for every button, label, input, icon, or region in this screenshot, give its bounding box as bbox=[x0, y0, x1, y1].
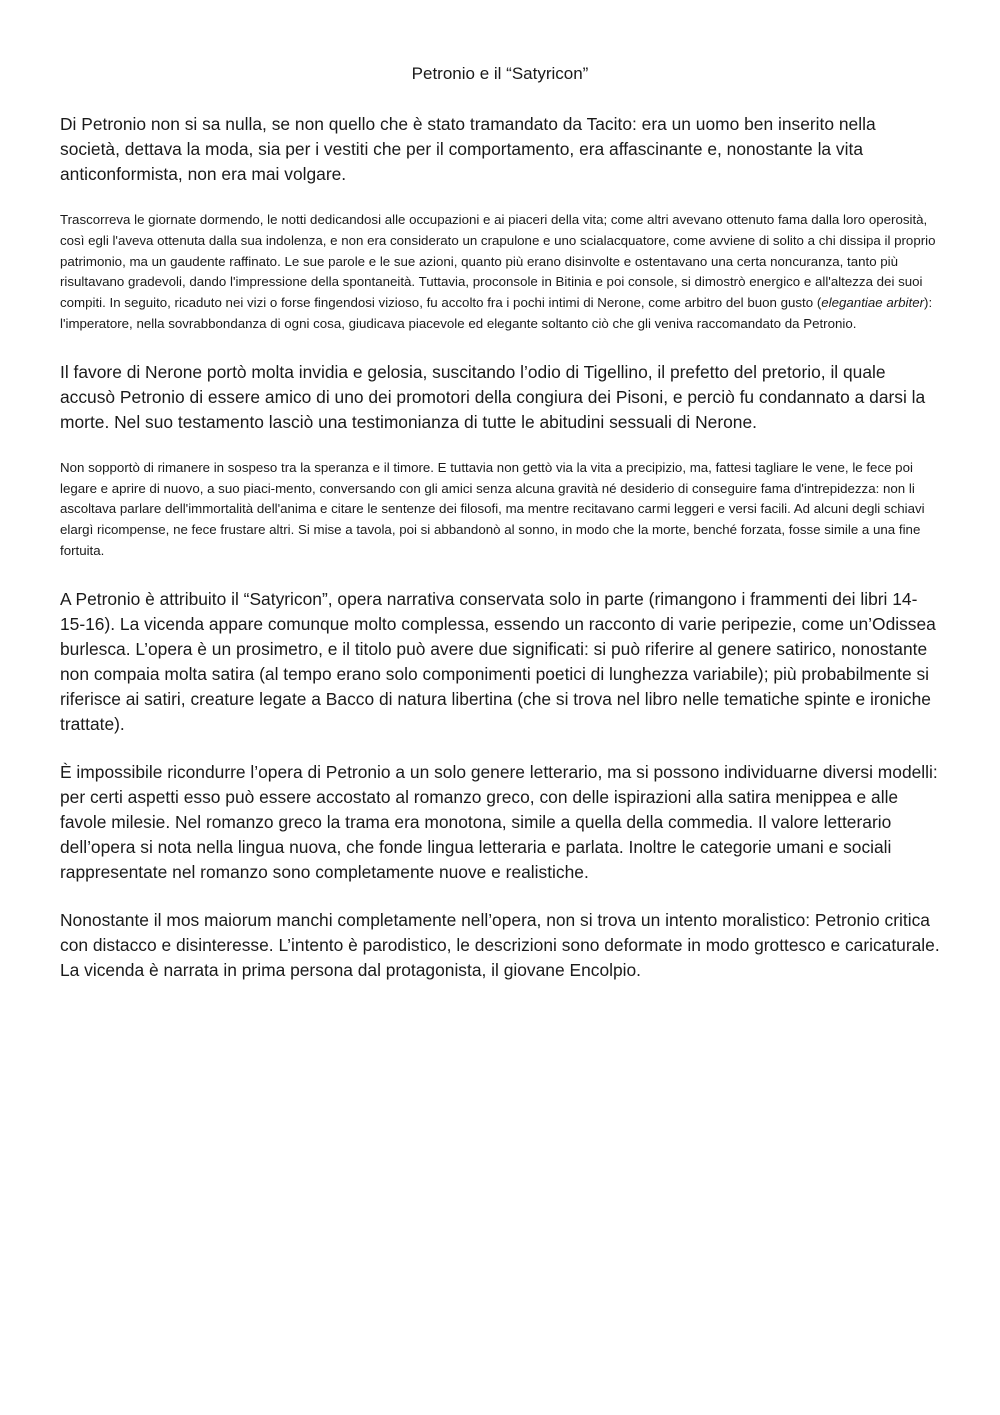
quote-text-before: Trascorreva le giornate dormendo, le notti dedicandosi alle occupazioni e ai piaceri della vita; come altri avevano ottenuto fama dalla loro operosità, così egli l'aveva ottenuta dalla sua indolenza, e non era considerato un crapulone e uno scialacquatore, come avviene di solito a chi dissipa il proprio patrimonio, ma un gaudente raffinato. Le sue parole e le sue azioni, quanto più erano disinvolte e ostentavano una certa noncuranza, tanto più risultavano gradevoli, dando l'impressione della spontaneità. Tuttavia, proconsole in Bitinia e poi console, si dimostrò energico e all'altezza dei suoi compiti. In seguito, ricaduto nei vizi o forse fingendosi vizioso, fu accolto fra i pochi intimi di Nerone, come arbitro del buon gusto ( bbox=[60, 212, 936, 311]
document-title: Petronio e il “Satyricon” bbox=[411, 64, 589, 83]
paragraph-quote-tacitus-life bbox=[60, 210, 940, 335]
document-page bbox=[60, 60, 940, 1006]
paragraph-intent: Nonostante il mos maiorum manchi completamente nell’opera, non si trova un intento moralistico: Petronio critica con distacco e disinteresse. L’intento è parodistico, le descrizioni sono deformate in modo grottesco e caricaturale. La vicenda è narrata in prima persona dal protagonista, il giovane Encolpio. bbox=[60, 909, 940, 980]
paragraph-genre: È impossibile ricondurre l’opera di Petronio a un solo genere letterario, ma si possono individuarne diversi modelli: per certi aspetti esso può essere accostato al romanzo greco, con delle ispirazioni alla satira menippea e alle favole milesie. Nel romanzo greco la trama era monotona, simile a quella della commedia. Il valore letterario dell’opera si nota nella lingua nuova, che fonde lingua letteraria e parlata. Inoltre le categorie umani e sociali rappresentate nel romanzo sono completamente nuove e realistiche. bbox=[60, 761, 938, 882]
paragraph-intro: Di Petronio non si sa nulla, se non quello che è stato tramandato da Tacito: era un uomo ben inserito nella società, dettava la moda, sia per i vestiti che per il comportamento, era affascinante e, nonostante la vita anticonformista, non era mai volgare. bbox=[60, 114, 876, 184]
paragraph-satyricon: A Petronio è attribuito il “Satyricon”, opera narrativa conservata solo in parte (rimangono i frammenti dei libri 14-15-16). La vicenda appare comunque molto complessa, essendo un racconto di varie peripezie, come un’Odissea burlesca. L’opera è un prosimetro, e il titolo può avere due significati: si può riferire al genere satirico, nonostante non compaia molta satira (al tempo erano solo componimenti poetici di lunghezza variabile); più probabilmente si riferisce ai satiri, creature legate a Bacco di natura libertina (che si trova nel libro nelle tematiche spinte e ironiche trattate). bbox=[60, 588, 936, 734]
quote-text-after: ): l'imperatore, nella sovrabbondanza di ogni cosa, giudicava piacevole ed elegante soltanto ciò che gli veniva raccomandato da Petronio. bbox=[60, 295, 933, 331]
paragraph-nerone-favor: Il favore di Nerone portò molta invidia e gelosia, suscitando l’odio di Tigellino, il prefetto del pretorio, il quale accusò Petronio di essere amico di uno dei promotori della congiura dei Pisoni, e perciò fu condannato a darsi la morte. Nel suo testamento lasciò una testimonianza di tutte le abitudini sessuali di Nerone. bbox=[60, 361, 926, 432]
quote-italic-term: elegantiae arbiter bbox=[821, 295, 925, 311]
paragraph-quote-tacitus-death: Non sopportò di rimanere in sospeso tra la speranza e il timore. E tuttavia non gettò via la vita a precipizio, ma, fattesi tagliare le vene, le fece poi legare e aprire di nuovo, a suo piaci-mento, conversando con gli amici senza alcuna gravità né desiderio di conseguire fama d'intrepidezza: non li ascoltava parlare dell'immortalità dell'anima e citare le sentenze dei filosofi, ma mentre recitavano carmi leggeri e versi facili. Ad alcuni degli schiavi elargì ricompense, ne fece frustare altri. Si mise a tavola, poi si abbandonò al sonno, in modo che la morte, benché forzata, fosse simile a una fine fortuita. bbox=[60, 459, 925, 558]
